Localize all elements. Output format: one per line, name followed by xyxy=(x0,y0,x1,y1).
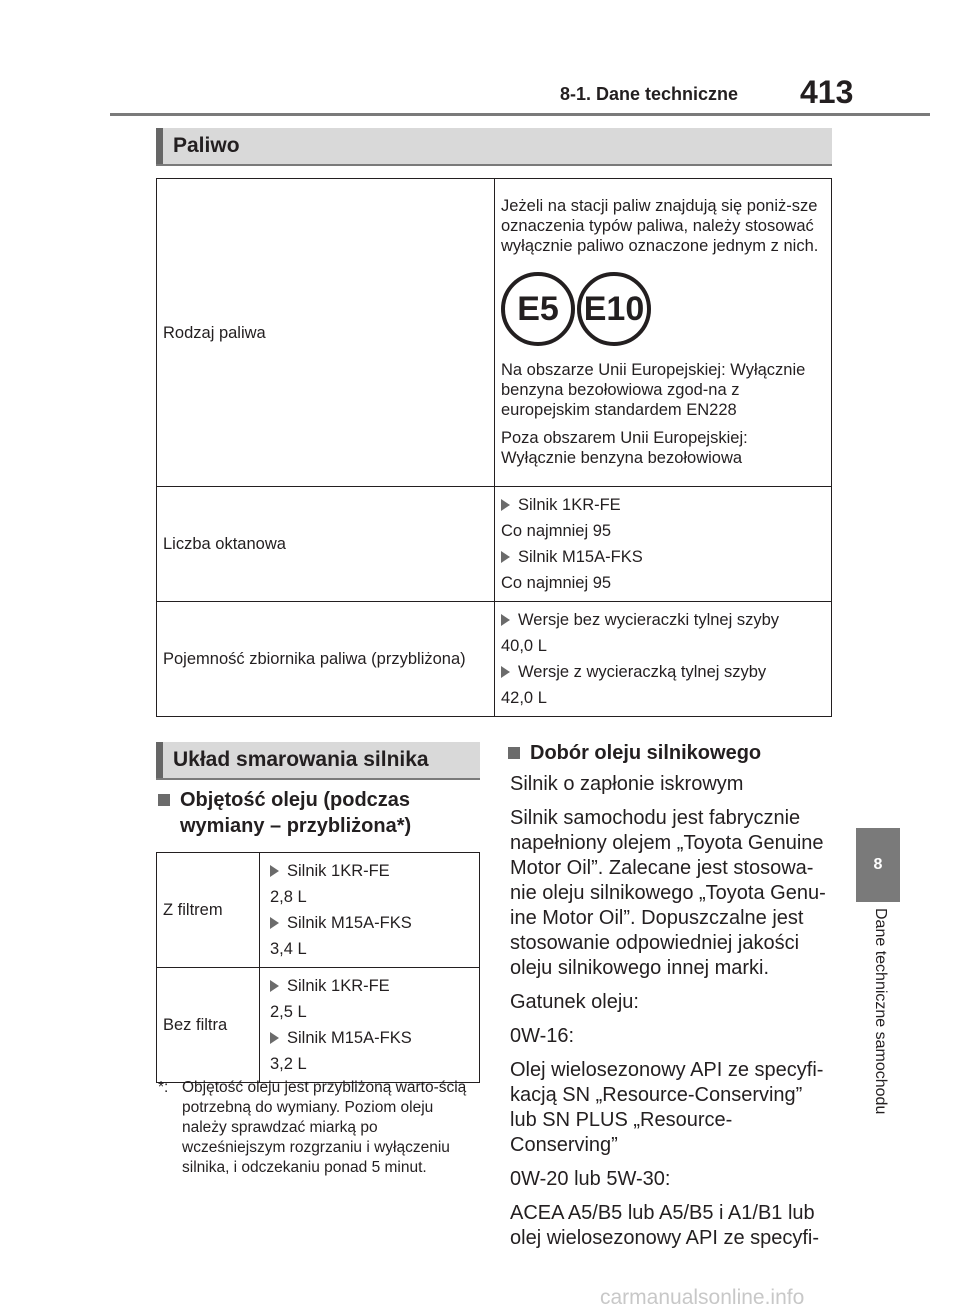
oil-capacity-table xyxy=(156,852,480,1083)
with-filter-value xyxy=(260,853,480,968)
version-label: Wersje bez wycieraczki tylnej szyby xyxy=(518,611,780,629)
list-item xyxy=(270,913,469,933)
fuel-section-title: Paliwo xyxy=(173,134,240,157)
with-filter-label: Z filtrem xyxy=(157,853,260,968)
section-title: 8-1. Dane techniczne xyxy=(560,84,739,104)
tank-capacity-value xyxy=(495,602,832,717)
engine-label: Silnik 1KR-FE xyxy=(518,496,621,514)
fuel-non-eu-text: Poza obszarem Unii Europejskiej: Wyłącznie benzyna bezołowiowa xyxy=(501,428,748,467)
table-row xyxy=(157,602,832,717)
oil-choice-heading-text: Dobór oleju silnikowego xyxy=(530,742,762,764)
lubrication-section-bar xyxy=(156,742,480,778)
list-item xyxy=(501,610,825,630)
capacity-value: 2,8 L xyxy=(270,888,307,906)
fuel-type-value xyxy=(495,179,832,487)
e10-fuel-icon: E10 xyxy=(577,272,651,346)
fuel-badges xyxy=(501,272,825,346)
lubrication-section-title: Układ smarowania silnika xyxy=(173,748,429,771)
arrow-right-icon xyxy=(501,499,510,511)
engine-label: Silnik M15A-FKS xyxy=(518,548,643,566)
oil-paragraph: Silnik samochodu jest fabrycznie napełniony olejem „Toyota Genuine Motor Oil”. Zalecane jest stosowa-nie oleju silnikowego „Toyota Genu-ine Motor Oil”. Dopuszczalne jest stosowanie odpowiedniej jakości oleju silnikowego innej marki. xyxy=(510,807,826,979)
octane-value-text: Co najmniej 95 xyxy=(501,574,612,592)
table-row xyxy=(157,179,832,487)
list-item xyxy=(501,495,825,515)
list-item xyxy=(270,1028,469,1048)
without-filter-label: Bez filtra xyxy=(157,968,260,1083)
header-divider xyxy=(110,113,930,116)
fuel-section-bar xyxy=(156,128,832,164)
arrow-right-icon xyxy=(501,551,510,563)
square-bullet-icon xyxy=(508,747,520,759)
tank-value-text: 40,0 L xyxy=(501,637,547,655)
arrow-right-icon xyxy=(501,614,510,626)
fuel-bar-underline xyxy=(156,164,832,166)
oil-choice-heading xyxy=(510,740,832,766)
oil-paragraph: 0W-20 lub 5W-30: xyxy=(510,1168,671,1190)
oil-paragraph: Silnik o zapłonie iskrowym xyxy=(510,773,744,795)
arrow-right-icon xyxy=(501,666,510,678)
arrow-right-icon xyxy=(270,917,279,929)
octane-value-text: Co najmniej 95 xyxy=(501,522,612,540)
page-number: 413 xyxy=(800,74,854,110)
e5-fuel-icon: E5 xyxy=(501,272,575,346)
list-item xyxy=(270,861,469,881)
footnote-mark: *: xyxy=(158,1079,169,1096)
octane-label: Liczba oktanowa xyxy=(157,487,495,602)
arrow-right-icon xyxy=(270,865,279,877)
oil-paragraph: 0W-16: xyxy=(510,1025,575,1047)
lubrication-bar-underline xyxy=(156,778,480,780)
chapter-side-label-text: Dane techniczne samochodu xyxy=(872,908,889,1115)
chapter-side-label xyxy=(866,908,890,1158)
oil-paragraph: Olej wielosezonowy API ze specyfi-kacją SN „Resource-Conserving” lub SN PLUS „Resource-Conserving” xyxy=(510,1059,824,1156)
oil-paragraph: Gatunek oleju: xyxy=(510,991,639,1013)
arrow-right-icon xyxy=(270,1032,279,1044)
oil-capacity-heading xyxy=(158,787,478,839)
oil-choice-section xyxy=(510,740,832,1260)
chapter-number: 8 xyxy=(873,856,883,873)
footnote-text: Objętość oleju jest przybliżoną warto-ścią potrzebną do wymiany. Poziom oleju należy sprawdzać miarką po wcześniejszym rozgrzaniu i wyłączeniu silnika, i odczekaniu ponad 5 minut. xyxy=(182,1079,467,1176)
fuel-type-label: Rodzaj paliwa xyxy=(157,179,495,487)
engine-label: Silnik M15A-FKS xyxy=(287,914,412,932)
fuel-intro: Jeżeli na stacji paliw znajdują się poniż-sze oznaczenia typów paliwa, należy stosować wyłącznie paliwo oznaczone jednym z nich. xyxy=(501,196,819,255)
capacity-value: 2,5 L xyxy=(270,1003,307,1021)
arrow-right-icon xyxy=(270,980,279,992)
oil-capacity-heading-text: Objętość oleju (podczas wymiany – przybliżona*) xyxy=(180,789,412,837)
oil-paragraph: ACEA A5/B5 lub A5/B5 i A1/B1 lub olej wielosezonowy API ze specyfi- xyxy=(510,1202,820,1249)
table-row xyxy=(157,968,480,1083)
tank-capacity-label: Pojemność zbiornika paliwa (przybliżona) xyxy=(157,602,495,717)
list-item xyxy=(501,547,825,567)
capacity-value: 3,2 L xyxy=(270,1055,307,1073)
engine-label: Silnik 1KR-FE xyxy=(287,977,390,995)
table-row xyxy=(157,487,832,602)
table-row xyxy=(157,853,480,968)
capacity-value: 3,4 L xyxy=(270,940,307,958)
tank-value-text: 42,0 L xyxy=(501,689,547,707)
watermark: carmanualsonline.info xyxy=(600,1286,805,1309)
engine-label: Silnik 1KR-FE xyxy=(287,862,390,880)
octane-value xyxy=(495,487,832,602)
fuel-eu-text: Na obszarze Unii Europejskiej: Wyłącznie benzyna bezołowiowa zgod-na z europejskim standardem EN228 xyxy=(501,360,806,419)
fuel-table xyxy=(156,178,832,717)
chapter-tab[interactable] xyxy=(856,828,900,902)
list-item xyxy=(270,976,469,996)
without-filter-value xyxy=(260,968,480,1083)
version-label: Wersje z wycieraczką tylnej szyby xyxy=(518,663,767,681)
list-item xyxy=(501,662,825,682)
footnote xyxy=(158,1078,480,1178)
square-bullet-icon xyxy=(158,794,170,806)
engine-label: Silnik M15A-FKS xyxy=(287,1029,412,1047)
